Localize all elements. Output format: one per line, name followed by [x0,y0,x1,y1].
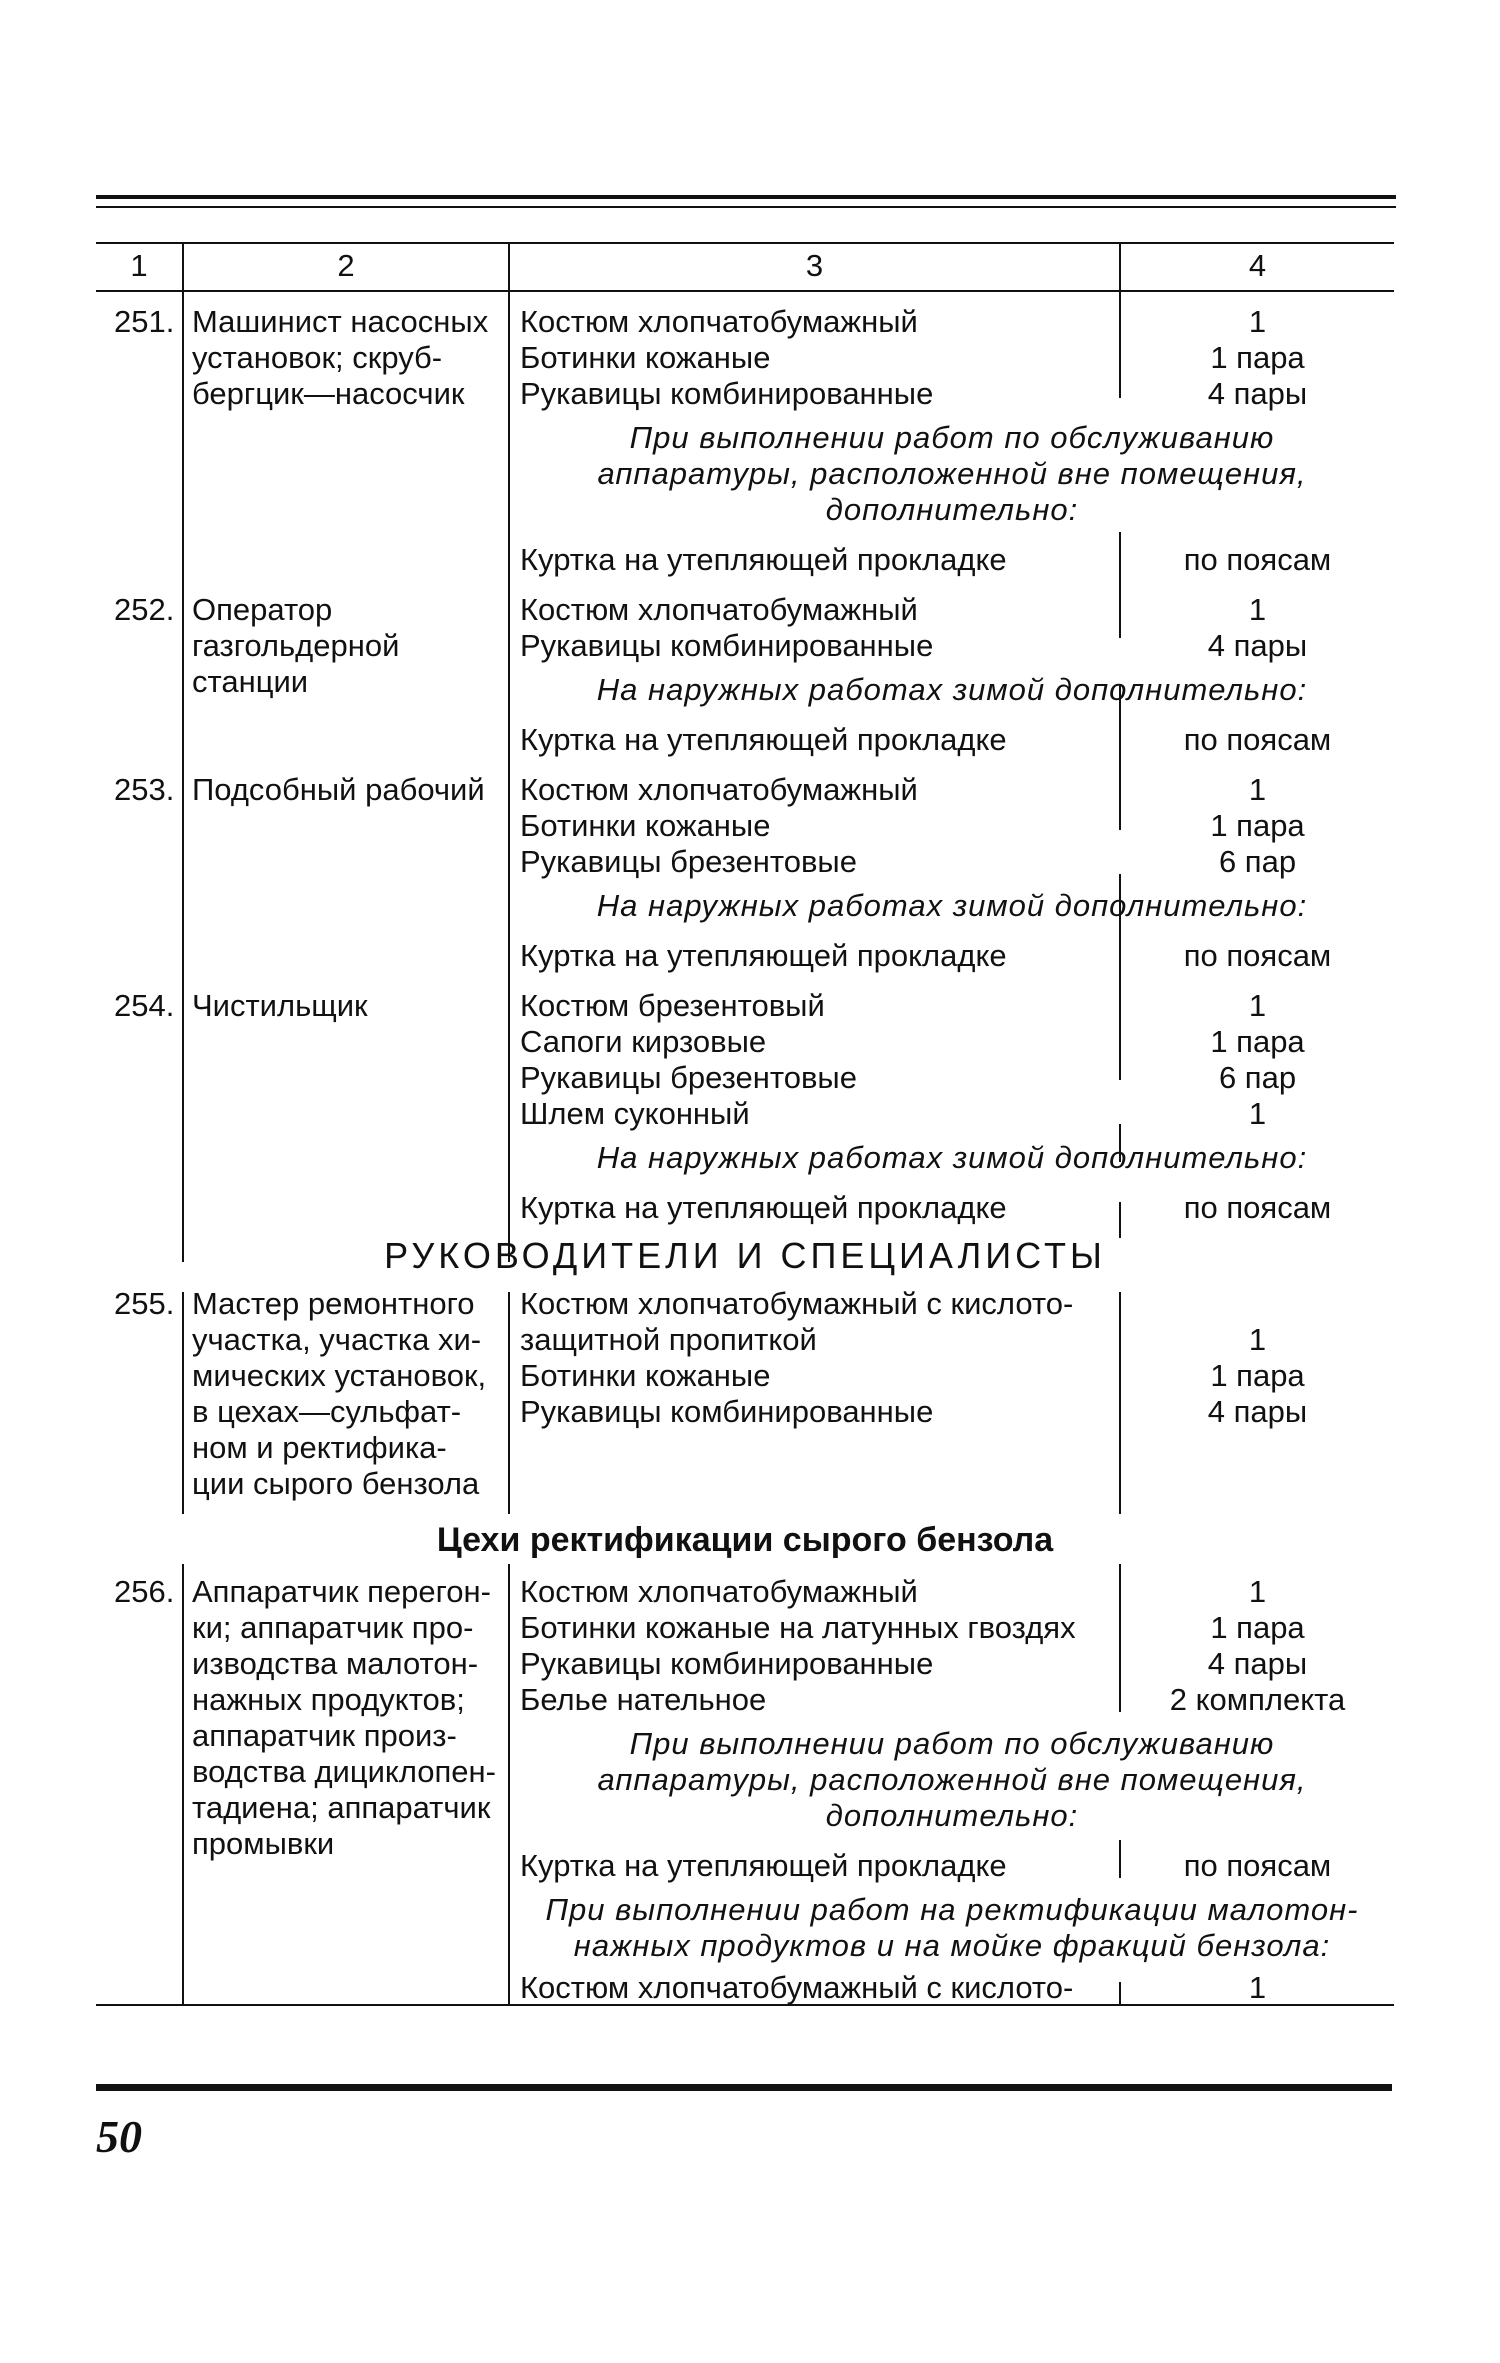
row-255-profession-2: участка, участка хи- [192,1322,482,1357]
row-251-extra-item: Куртка на утепляющей прокладке [520,542,1007,577]
row-255-item-3: Рукавицы комбинированные [520,1394,934,1429]
row-256-item-2: Ботинки кожаные на латунных гвоздях [520,1610,1076,1645]
row-256-note1-3: дополнительно: [825,1798,1079,1833]
row-252-profession-3: станции [192,664,309,699]
row-254-extra-item: Куртка на утепляющей прокладке [520,1190,1007,1225]
section-heading-benzene: Цехи ректификации сырого бензола [436,1521,1054,1559]
row-253-item-2: Ботинки кожаные [520,808,771,843]
page-number: 50 [96,2111,142,2162]
bottom-rule [96,2084,1392,2091]
row-256-note2-1: При выполнении работ на ректификации малотон- [545,1892,1359,1927]
row-251-qty-2: 1 пара [1210,340,1305,375]
row-252-note: На наружных работах зимой дополнительно: [596,672,1308,707]
row-256-item-1: Костюм хлопчатобумажный [520,1574,918,1609]
row-253-qty-2: 1 пара [1210,808,1305,843]
row-255-profession-1: Мастер ремонтного [192,1286,475,1321]
row-255-qty-3: 4 пары [1207,1394,1308,1429]
vline-col1-c [182,1564,184,2006]
row-255-profession-6: ции сырого бензола [192,1466,480,1501]
row-256-note1-1: При выполнении работ по обслуживанию [629,1726,1275,1761]
header-col-4: 4 [1248,248,1267,283]
row-251-profession-2: установок; скруб- [192,340,443,375]
row-251-profession-1: Машинист насосных [192,304,489,339]
row-256-qty-3: 4 пары [1207,1646,1308,1681]
row-256-extra2-item: Костюм хлопчатобумажный с кислото- [520,1970,1074,2005]
row-254-extra-qty: по поясам [1183,1190,1332,1225]
row-251-item-3: Рукавицы комбинированные [520,376,934,411]
row-256-extra2-qty: 1 [1248,1970,1267,2005]
row-256-profession-8: промывки [192,1826,335,1861]
row-252-extra-qty: по поясам [1183,722,1332,757]
row-253-extra-item: Куртка на утепляющей прокладке [520,938,1007,973]
row-256-profession-1: Аппаратчик перегон- [192,1574,491,1609]
row-255-profession-5: ном и ректифика- [192,1430,447,1465]
top-rule-thin [96,206,1396,208]
row-256-qty-4: 2 комплекта [1169,1682,1346,1717]
row-254-number: 254. [114,988,175,1023]
vline-col2-a [508,242,510,1262]
row-251-number: 251. [114,304,175,339]
section-heading-managers: РУКОВОДИТЕЛИ И СПЕЦИАЛИСТЫ [384,1235,1106,1276]
row-255-profession-4: в цехах—сульфат- [192,1394,462,1429]
row-254-qty-4: 1 [1248,1096,1267,1131]
row-254-qty-2: 1 пара [1210,1024,1305,1059]
row-256-note1-2: аппаратуры, расположенной вне помещения, [597,1762,1307,1797]
row-255-item-1a: Костюм хлопчатобумажный с кислото- [520,1286,1074,1321]
row-251-qty-3: 4 пары [1207,376,1308,411]
row-251-profession-3: бергцик—насосчик [192,376,465,411]
row-256-profession-4: нажных продуктов; [192,1682,465,1717]
row-253-qty-3: 6 пар [1218,844,1297,879]
row-253-extra-qty: по поясам [1183,938,1332,973]
row-255-number: 255. [114,1286,175,1321]
row-252-profession-1: Оператор [192,592,333,627]
row-256-qty-2: 1 пара [1210,1610,1305,1645]
row-253-note: На наружных работах зимой дополнительно: [596,888,1308,923]
header-bottom-line [96,290,1394,292]
row-256-item-4: Белье нательное [520,1682,767,1717]
row-255-item-1b: защитной пропиткой [520,1322,817,1357]
row-252-item-1: Костюм хлопчатобумажный [520,592,918,627]
row-255-qty-2: 1 пара [1210,1358,1305,1393]
row-252-qty-1: 1 [1248,592,1267,627]
row-256-item-3: Рукавицы комбинированные [520,1646,934,1681]
row-253-qty-1: 1 [1248,772,1267,807]
vline-col2-b [508,1292,510,1514]
row-254-profession-1: Чистильщик [192,988,368,1023]
row-255-qty-1: 1 [1248,1322,1267,1357]
row-256-extra1-item: Куртка на утепляющей прокладке [520,1848,1007,1883]
vline-col1-b [182,1292,184,1514]
header-top-line [96,242,1394,244]
row-251-note-3: дополнительно: [825,492,1079,527]
row-254-item-1: Костюм брезентовый [520,988,825,1023]
row-256-profession-5: аппаратчик произ- [192,1718,457,1753]
header-col-2: 2 [337,248,355,283]
row-251-note-1: При выполнении работ по обслуживанию [629,420,1275,455]
row-251-item-1: Костюм хлопчатобумажный [520,304,918,339]
row-252-extra-item: Куртка на утепляющей прокладке [520,722,1007,757]
row-255-item-2: Ботинки кожаные [520,1358,771,1393]
row-256-profession-3: изводства малотон- [192,1646,479,1681]
row-255-profession-3: мических установок, [192,1358,487,1393]
row-252-profession-2: газгольдерной [192,628,400,663]
top-rule-thick [96,195,1396,199]
row-253-item-1: Костюм хлопчатобумажный [520,772,918,807]
row-254-qty-1: 1 [1248,988,1267,1023]
row-252-item-2: Рукавицы комбинированные [520,628,934,663]
row-253-item-3: Рукавицы брезентовые [520,844,857,879]
row-253-number: 253. [114,772,175,807]
vline-col1-a [182,242,184,1262]
row-256-qty-1: 1 [1248,1574,1267,1609]
row-256-extra1-qty: по поясам [1183,1848,1332,1883]
row-256-number: 256. [114,1574,175,1609]
header-col-1: 1 [130,248,148,283]
row-253-profession-1: Подсобный рабочий [192,772,485,807]
row-252-number: 252. [114,592,175,627]
row-254-item-2: Сапоги кирзовые [520,1024,767,1059]
row-256-profession-6: водства дициклопен- [192,1754,496,1789]
row-251-note-2: аппаратуры, расположенной вне помещения, [597,456,1307,491]
row-256-profession-2: ки; аппаратчик про- [192,1610,474,1645]
row-254-note: На наружных работах зимой дополнительно: [596,1140,1308,1175]
header-col-3: 3 [805,248,824,283]
row-254-qty-3: 6 пар [1218,1060,1297,1095]
row-251-extra-qty: по поясам [1183,542,1332,577]
row-251-item-2: Ботинки кожаные [520,340,771,375]
row-251-qty-1: 1 [1248,304,1267,339]
row-256-profession-7: тадиена; аппаратчик [192,1790,491,1825]
row-256-note2-2: нажных продуктов и на мойке фракций бензола: [573,1928,1331,1963]
row-254-item-3: Рукавицы брезентовые [520,1060,857,1095]
row-254-item-4: Шлем суконный [520,1096,750,1131]
row-252-qty-2: 4 пары [1207,628,1308,663]
